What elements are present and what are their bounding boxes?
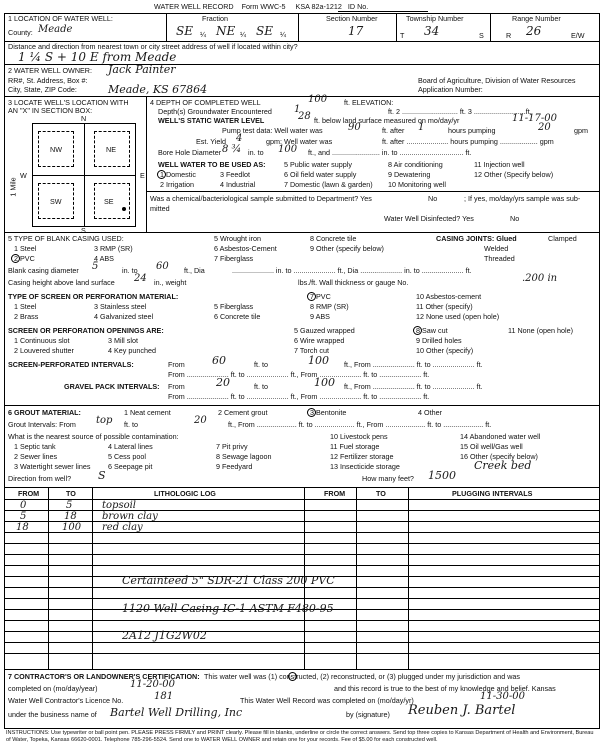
cert-line1: This water well was (1) constructed, (2) reconstructed, or (3) plugged under my jurisdiction and was <box>204 672 520 681</box>
use-9[interactable]: 9 Dewatering <box>388 170 431 179</box>
grout-intervals-label: Grout Intervals: From <box>8 420 76 429</box>
use-1-circle <box>157 170 166 179</box>
range-r: R <box>506 31 512 40</box>
contam-12[interactable]: 12 Fertilizer storage <box>330 452 394 461</box>
pump-hours: 1 <box>418 122 425 133</box>
use-11[interactable]: 11 Injection well <box>474 160 525 169</box>
contam-label: What is the nearest source of possible contamination: <box>8 432 179 441</box>
screen-5[interactable]: 5 Fiberglass <box>214 302 254 311</box>
grout-1[interactable]: 1 Neat cement <box>124 408 171 417</box>
opening-9[interactable]: 9 Drilled holes <box>416 336 462 345</box>
pump-gpm: 20 <box>538 122 551 133</box>
joints-label: CASING JOINTS: Glued <box>436 234 517 243</box>
grout-to: 20 <box>194 415 207 426</box>
county-value: Meade <box>38 24 73 35</box>
form-title: WATER WELL RECORD <box>154 2 234 11</box>
contam-6[interactable]: 6 Seepage pit <box>108 462 153 471</box>
section4-label: 4 DEPTH OF COMPLETED WELL <box>150 98 261 107</box>
use-5[interactable]: 5 Public water supply <box>284 160 352 169</box>
screen-7-circle <box>307 292 316 301</box>
joint-clamped[interactable]: Clamped <box>548 234 577 243</box>
casing-7[interactable]: 7 Fiberglass <box>214 254 254 263</box>
contam-11[interactable]: 11 Fuel storage <box>330 442 380 451</box>
township-label: Township Number <box>406 14 464 23</box>
grout-4[interactable]: 4 Other <box>418 408 442 417</box>
yield-value: 4 <box>236 133 243 144</box>
screen-3[interactable]: 3 Stainless steel <box>94 302 147 311</box>
completed-label: completed on (mo/day/year) <box>8 684 98 693</box>
use-2[interactable]: 2 Irrigation <box>160 180 194 189</box>
feet-value: 1500 <box>428 469 456 482</box>
screen-12[interactable]: 12 None used (open hole) <box>416 312 500 321</box>
static-label: WELL'S STATIC WATER LEVEL <box>158 116 265 125</box>
plug-header-from: FROM <box>324 489 346 498</box>
section-number: 17 <box>348 24 364 38</box>
opening-8[interactable]: 8 Saw cut <box>416 326 448 335</box>
bore-to: in. to <box>248 148 264 157</box>
fraction-1: SE <box>176 24 193 38</box>
screen-4[interactable]: 4 Galvanized steel <box>94 312 154 321</box>
section2-label: 2 WATER WELL OWNER: <box>8 66 92 75</box>
elevation-label: ft. ELEVATION: <box>344 98 394 107</box>
quarter-mark: ¼ <box>280 30 286 39</box>
license-number: 181 <box>154 691 174 702</box>
contam-13[interactable]: 13 Insecticide storage <box>330 462 400 471</box>
township-number: 34 <box>424 24 440 38</box>
log-row-to: 100 <box>62 522 82 533</box>
perf-label: SCREEN-PERFORATED INTERVALS: <box>8 360 134 369</box>
diam-label: Blank casing diameter <box>8 266 79 275</box>
license-label: Water Well Contractor's Licence No. <box>8 696 124 705</box>
log-row-desc: brown clay <box>102 511 158 522</box>
nw-label: NW <box>50 145 62 154</box>
plug-header-to: TO <box>376 489 386 498</box>
screen-11[interactable]: 11 Other (specify) <box>416 302 473 311</box>
section5-label: 5 TYPE OF BLANK CASING USED: <box>8 234 124 243</box>
id-line <box>338 11 428 12</box>
pump-hours-suffix: hours pumping <box>448 126 496 135</box>
screen-label: TYPE OF SCREEN OR PERFORATION MATERIAL: <box>8 292 179 301</box>
casing-6[interactable]: 6 Asbestos-Cement <box>214 244 277 253</box>
contam-7[interactable]: 7 Pit privy <box>216 442 248 451</box>
diam-to-value: 60 <box>156 261 169 272</box>
wall-value: .200 in <box>522 273 558 284</box>
joint-welded[interactable]: Welded <box>484 244 509 253</box>
use-6[interactable]: 6 Oil field water supply <box>284 170 357 179</box>
south-label: S <box>81 226 86 235</box>
log-note: Certainteed 5" SDR-21 Class 200 PVC <box>122 574 335 587</box>
opening-7[interactable]: 7 Torch cut <box>294 346 330 355</box>
ksa-number: KSA 82a-1212 <box>295 2 342 11</box>
use-3[interactable]: 3 Feedlot <box>220 170 250 179</box>
screen-2[interactable]: 2 Brass <box>14 312 39 321</box>
section3-label: 3 LOCATE WELL'S LOCATION WITH <box>8 98 129 107</box>
log-header-from: FROM <box>18 489 40 498</box>
plug-header-intervals: PLUGGING INTERVALS <box>452 489 533 498</box>
contam-3[interactable]: 3 Watertight sewer lines <box>14 462 91 471</box>
log-row-from: 18 <box>16 522 29 533</box>
id-label: ID No. <box>347 2 369 11</box>
quarter-mark: ¼ <box>240 30 246 39</box>
log-header-to: TO <box>66 489 76 498</box>
log-note: 1120 Well Casing IC-1 ASTM F480-95 <box>122 602 334 615</box>
bore-value: 8 ¾ <box>222 144 242 155</box>
use-4[interactable]: 4 Industrial <box>220 180 256 189</box>
weight-label: in., weight <box>154 278 187 287</box>
gravel-from-label: From <box>168 382 185 391</box>
casing-9[interactable]: 9 Other (specify below) <box>310 244 384 253</box>
gravel-from: 20 <box>216 376 230 389</box>
static-suffix: ft. below land surface measured on mo/day/yr <box>314 116 460 125</box>
section1-label: 1 LOCATION OF WATER WELL: <box>8 14 113 23</box>
cert-line2: and this record is true to the best of my knowledge and belief. Kansas <box>334 684 556 693</box>
township-s: S <box>479 31 484 40</box>
casing-3[interactable]: 3 RMP (SR) <box>94 244 133 253</box>
address-label: RR#, St. Address, Box #: <box>8 76 88 85</box>
perf-to-label: ft. to <box>254 360 268 369</box>
log-row-from: 0 <box>20 500 27 511</box>
record-date: 11-30-00 <box>480 691 525 702</box>
contam-1[interactable]: 1 Septic tank <box>14 442 56 451</box>
openings-label: SCREEN OR PERFORATION OPENINGS ARE: <box>8 326 164 335</box>
west-label: W <box>20 171 27 180</box>
grout-2[interactable]: 2 Cement grout <box>218 408 268 417</box>
diam-ft-dia: ft., Dia <box>184 266 205 275</box>
joint-threaded[interactable]: Threaded <box>484 254 515 263</box>
opening-3[interactable]: 3 Mill slot <box>108 336 138 345</box>
signature: Reuben J. Bartel <box>408 703 516 718</box>
gpm-label: gpm <box>574 126 588 135</box>
application-label: Application Number: <box>418 85 483 94</box>
form-header <box>154 3 368 11</box>
use-10[interactable]: 10 Monitoring well <box>388 180 446 189</box>
township-t: T <box>400 31 405 40</box>
grout-3[interactable]: 3 Bentonite <box>310 408 347 417</box>
bore-label: Bore Hole Diameter <box>158 148 222 157</box>
log-row-to: 5 <box>66 500 73 511</box>
log-row-desc: topsoil <box>102 500 136 511</box>
groundwater-label: Depth(s) Groundwater Encountered <box>158 107 272 116</box>
contam-14[interactable]: 14 Abandoned water well <box>460 432 541 441</box>
groundwater-value: 1 <box>294 104 301 115</box>
range-label: Range Number <box>512 14 561 23</box>
diam-value: 5 <box>92 261 99 272</box>
contam-other: Creek bed <box>474 459 532 472</box>
casing-2-circle <box>11 254 20 263</box>
opening-11[interactable]: 11 None (open hole) <box>508 326 573 335</box>
yield-label: Est. Yield <box>196 137 226 146</box>
casing-2[interactable]: 2 PVC <box>14 254 35 263</box>
disinfected-no[interactable]: No <box>510 214 520 223</box>
bore-ft: 100 <box>278 144 298 155</box>
disinfected-label: Water Well Disinfected? Yes <box>384 214 474 223</box>
wall-label: lbs./ft. Wall thickness or gauge No. <box>298 278 409 287</box>
fraction-3: SE <box>256 24 273 38</box>
contam-16[interactable]: 16 Other (specify below) <box>460 452 538 461</box>
casing-1[interactable]: 1 Steel <box>14 244 37 253</box>
opening-4[interactable]: 4 Key punched <box>108 346 156 355</box>
casing-4[interactable]: 4 ABS <box>94 254 114 263</box>
chem-if: ; If yes, mo/day/yrs sample was sub- <box>464 194 581 203</box>
range-number: 26 <box>526 24 542 38</box>
contam-2[interactable]: 2 Sewer lines <box>14 452 58 461</box>
contam-9[interactable]: 9 Feedyard <box>216 462 253 471</box>
contam-5[interactable]: 5 Cess pool <box>108 452 146 461</box>
use-1[interactable]: 1 Domestic <box>160 170 196 179</box>
city-label: City, State, ZIP Code: <box>8 85 77 94</box>
log-row-to: 18 <box>64 511 77 522</box>
opening-8-circle <box>413 326 422 335</box>
instructions: INSTRUCTIONS: Use typewriter or ball point pen. PLEASE PRESS FIRMLY and PRINT clearly. Please fill in blanks, underline or circle the correct answers. Send top three copies to Kansas Department of Health and Environment, Bureau of Water, Topeka, Kansas 66620-0001. Telephone 785-296-5524. Send one to WATER WELL OWNER and retain one for your records. Fee of $5.00 for each constructed well. <box>6 730 594 743</box>
range-ew: E/W <box>571 31 585 40</box>
log-row-desc: red clay <box>102 522 143 533</box>
opening-1[interactable]: 1 Continuous slot <box>14 336 70 345</box>
static-date: 11-17-00 <box>512 113 557 124</box>
contam-10[interactable]: 10 Livestock pens <box>330 432 388 441</box>
log-row-from: 5 <box>20 511 27 522</box>
signature-label: by (signature) <box>346 710 390 719</box>
height-value: 24 <box>134 273 147 284</box>
business-name: Bartel Well Drilling, Inc <box>110 706 243 719</box>
city-value: Meade, KS 67864 <box>108 83 208 96</box>
north-label: N <box>81 114 87 123</box>
depth-value: 100 <box>308 94 328 105</box>
chem-mitted: mitted <box>150 204 170 213</box>
opening-6[interactable]: 6 Wire wrapped <box>294 336 345 345</box>
yield-suffix: gpm: Well water was <box>266 137 333 146</box>
county-label: County: <box>8 28 33 37</box>
log-note: 2A12 J1G2W02 <box>122 629 207 642</box>
contam-15[interactable]: 15 Oil well/Gas well <box>460 442 523 451</box>
screen-6[interactable]: 6 Concrete tile <box>214 312 261 321</box>
opening-2[interactable]: 2 Louvered shutter <box>14 346 74 355</box>
distance-label: Distance and direction from nearest town or city street address of well if located within city? <box>8 42 298 51</box>
grout-from: top <box>96 415 113 426</box>
sw-label: SW <box>50 197 62 206</box>
use-8[interactable]: 8 Air conditioning <box>388 160 443 169</box>
mile-label: 1 Mile <box>8 177 18 197</box>
opening-5[interactable]: 5 Gauzed wrapped <box>294 326 355 335</box>
contam-8[interactable]: 8 Sewage lagoon <box>216 452 272 461</box>
well-location-dot <box>122 207 126 211</box>
fraction-label: Fraction <box>202 14 228 23</box>
opening-10[interactable]: 10 Other (specify) <box>416 346 474 355</box>
casing-5[interactable]: 5 Wrought iron <box>214 234 262 243</box>
chem-no[interactable]: No <box>428 194 438 203</box>
east-label: E <box>140 171 145 180</box>
direction-label: Direction from well? <box>8 474 72 483</box>
grout-3-circle <box>307 408 316 417</box>
gravel-label: GRAVEL PACK INTERVALS: <box>64 382 160 391</box>
section7-label: 7 CONTRACTOR'S OR LANDOWNER'S CERTIFICATION: <box>8 672 200 681</box>
cert-line3: This Water Well Record was completed on (mo/day/yr) <box>240 696 414 705</box>
gravel-to: 100 <box>314 376 335 389</box>
static-value: 28 <box>298 111 311 122</box>
diam-in-to: in. to <box>122 266 138 275</box>
direction-value: S <box>98 469 106 482</box>
board-label: Board of Agriculture, Division of Water Resources <box>418 76 576 85</box>
fraction-2: NE <box>216 24 236 38</box>
pump-value: 90 <box>348 122 361 133</box>
screen-1[interactable]: 1 Steel <box>14 302 37 311</box>
screen-10[interactable]: 10 Asbestos-cement <box>416 292 482 301</box>
use-12[interactable]: 12 Other (Specify below) <box>474 170 554 179</box>
form-number: Form WWC-5 <box>241 2 286 11</box>
business-label: under the business name of <box>8 710 97 719</box>
section3-sub: AN "X" IN SECTION BOX: <box>8 106 93 115</box>
owner-name: Jack Painter <box>108 63 176 76</box>
perf-from: 60 <box>212 354 226 367</box>
casing-8[interactable]: 8 Concrete tile <box>310 234 357 243</box>
water-well-record-form: WATER WELL RECORD Form WWC-5 KSA 82a-1212 ID No. 1 LOCATION OF WATER WELL: County: Meade Fraction SE ¼ NE ¼ SE ¼ Section Number 17 Township Number T 34 S Range Number R 26 E/W Distance and direction from nearest town or city street address of well if located within city? 1 ¼ S + 10 E from Meade 2 WATER WELL OWNER: Jack Painter RR#, St. Address, Box #: City, State, ZIP Code: Meade, KS 67864 Board of Agriculture, Division of Water Resources Application Number: 3 LOCATE WELL'S LOCATION WITH AN "X" IN SECTION BOX: N S W E NW NE SW SE 1 Mile 4 DEPTH OF COMPLETED WELL 100 ft. ELEVATION: Depth(s) Groundwater Encountered 1 ft. 2 ............................ ft. 3 ..........................ft. WELL'S STATIC WATER LEVEL 28 ft. below land surface measured on mo/day/yr 11-17-00 Pump test data: Well water was 90 ft. after 1 hours pumping 20 gpm Est. Yield 4 gpm: Well water was ft. after ..................... hours pumping ................... gpm Bore Hole Diameter 8 ¾ in. to 100 ft., and ........................ in. to ................................ ft. WELL WATER TO BE USED AS: 5 Public water supply 8 Air conditioning 11 Injection well 1 Domestic 3 Feedlot 6 Oil field water supply 9 Dewatering 12 Other (Specify below) 2 Irrigation 4 Industrial 7 Domestic (lawn & garden) 10 Monitoring well Was a chemical/bacteriological sample submitted to Department? Yes No ; If yes, mo/day/yrs sample was sub- mitted Water Well Disinfected? Yes No 5 TYPE OF BLANK CASING USED: 1 Steel 3 RMP (SR) 5 Wrought iron 8 Concrete tile 2 PVC 4 ABS 6 Asbestos-Cement 9 Other (specify below) 7 Fiberglass CASING JOINTS: Glued Clamped Welded Threaded Blank casing diameter 5 in. to 60 ft., Dia ..................... in. to ..................... ft., Dia ..................... in. to ..................... ft. Casing height above land surface 24 in., weight lbs./ft. Wall thickness or gauge No. .200 in TYPE OF SCREEN OR PERFORATION MATERIAL: 1 Steel 3 Stainless steel 5 Fiberglass 7 PVC 10 Asbestos-cement 2 Brass 4 Galvanized steel 6 Concrete tile 8 RMP (SR) 11 Other (specify) 9 ABS 12 None used (open hole) SCREEN OR PERFORATION OPENINGS ARE: 1 Continuous slot 3 Mill slot 5 Gauzed wrapped 8 Saw cut 11 None (open hole) 2 Louvered shutter 4 Key punched 6 Wire wrapped 9 Drilled holes 7 Torch cut 10 Other (specify) SCREEN-PERFORATED INTERVALS: From 60 ft. to 100 ft., From ..................... ft. to ..................... ft. From ..................... ft. to ..................... ft., From ..................... ft. to ..................... ft. GRAVEL PACK INTERVALS: From 20 ft. to 100 ft., From ..................... ft. to ..................... ft. From ..................... ft. to ..................... ft., From ..................... ft. to ..................... ft. 6 GROUT MATERIAL: 1 Neat cement 2 Cement grout 3 Bentonite 4 Other Grout Intervals: From top ft. to 20 ft., From .................... ft. to .................... ft., From .................... ft. to .................... ft. What is the nearest source of possible contamination: 1 Septic tank 4 Lateral lines 7 Pit privy 10 Livestock pens 14 Abandoned water well 2 Sewer lines 5 Cess pool 8 Sewage lagoon 11 Fuel storage 15 Oil well/Gas well 3 Watertight sewer lines 6 Seepage pit 9 Feedyard 12 Fertilizer storage 16 Other (specify below) 13 Insecticide storage Creek bed Direction from well? S How many feet? 1500 FROM TO LITHOLOGIC LOG FROM TO PLUGGING INTERVALS 0 5 topsoil 5 18 brown clay 18 100 red clay Certainteed 5" SDR-21 Class 200 PVC 1120 Well Casing IC-1 ASTM F480-95 2A12 J1G2W02 7 CONTRACTOR'S OR LANDOWNER'S CERTIFICATION: This water well was (1) constructed, (2) reconstructed, or (3) plugged under my jurisdiction and was completed on (mo/day/year) 11-20-00 and this record is true to the best of my knowledge and belief. Kansas Water Well Contractor's Licence No. 181 This Water Well Record was completed on (mo/day/yr) 11-30-00 under the business name of Bartel Well Drilling, Inc by (signature) Reuben J. Bartel INSTRUCTIONS: Use typewriter or ball point pen. PLEASE PRESS FIRMLY and PRINT clearly. Please fill in blanks, underline or circle the correct answers. Send top three copies to Kansas Department of Health and Environment, Bureau of Water, Topeka, Kansas 66620-0001. Telephone 785-296-5524. Send one to WATER WELL OWNER and retain one for your records. Fee of $5.00 for each constructed well. <box>4 3 600 744</box>
pump-label: Pump test data: Well water was <box>222 126 323 135</box>
perf-from-label: From <box>168 360 185 369</box>
section6-label: 6 GROUT MATERIAL: <box>8 408 81 417</box>
quarter-mark: ¼ <box>200 30 206 39</box>
use-label: WELL WATER TO BE USED AS: <box>158 160 266 169</box>
screen-9[interactable]: 9 ABS <box>310 312 330 321</box>
pump-after: ft. after <box>382 126 405 135</box>
height-label: Casing height above land surface <box>8 278 115 287</box>
chem-label: Was a chemical/bacteriological sample submitted to Department? Yes <box>150 194 372 203</box>
feet-label: How many feet? <box>362 474 414 483</box>
ne-label: NE <box>106 145 116 154</box>
se-label: SE <box>104 197 114 206</box>
section-number-label: Section Number <box>326 14 378 23</box>
contam-4[interactable]: 4 Lateral lines <box>108 442 153 451</box>
distance-value: 1 ¼ S + 10 E from Meade <box>18 50 177 64</box>
screen-7[interactable]: 7 PVC <box>310 292 331 301</box>
screen-8[interactable]: 8 RMP (SR) <box>310 302 349 311</box>
use-7[interactable]: 7 Domestic (lawn & garden) <box>284 180 373 189</box>
perf-to: 100 <box>308 354 329 367</box>
gravel-to-label: ft. to <box>254 382 268 391</box>
log-header-lithologic: LITHOLOGIC LOG <box>154 489 216 498</box>
completed-date: 11-20-00 <box>130 679 175 690</box>
constructed-circle <box>288 672 297 681</box>
